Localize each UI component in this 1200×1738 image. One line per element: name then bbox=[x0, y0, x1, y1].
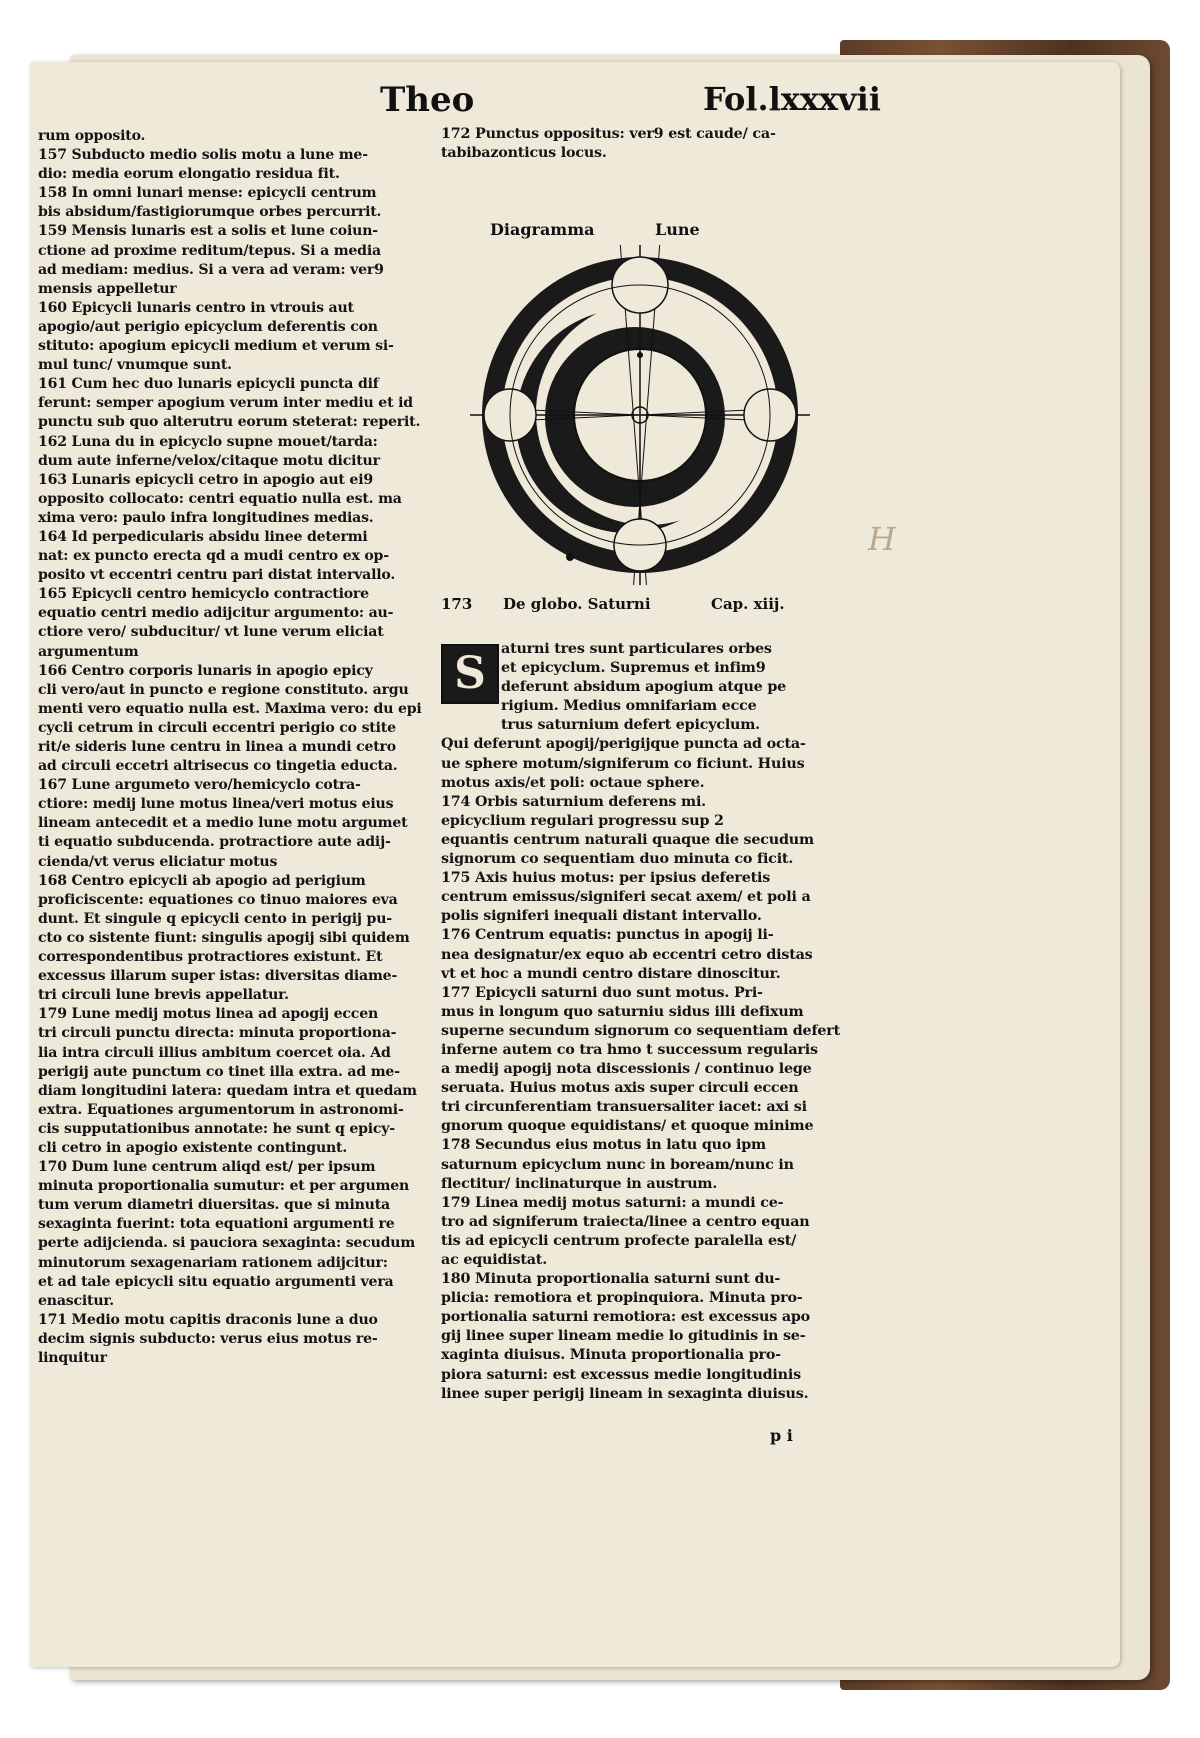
text-line: 168 Centro epicycli ab apogio ad perigium bbox=[38, 872, 366, 889]
text-line: stituto: apogium epicycli medium et verum si- bbox=[38, 338, 394, 355]
margin-note: H bbox=[868, 520, 896, 558]
text-line: 177 Epicycli saturni duo sunt motus. Pri- bbox=[441, 984, 763, 1001]
text-line: 165 Epicycli centro hemicyclo contractiore bbox=[38, 586, 369, 603]
text-line: inferne autem co tra hmo t successum regularis bbox=[441, 1041, 818, 1058]
text-line: ad mediam: medius. Si a vera ad veram: ver9 bbox=[38, 261, 384, 278]
text-line: perigij aute punctum co tinet illa extra. ad me- bbox=[38, 1063, 400, 1080]
text-line: minuta proportionalia sumutur: et per argumen bbox=[38, 1178, 410, 1195]
text-line: gij linee super lineam medie lo gitudinis in se- bbox=[441, 1328, 806, 1345]
text-line: dunt. Et singule q epicycli cento in perigij pu- bbox=[38, 910, 392, 927]
text-line: 172 Punctus oppositus: ver9 est caude/ ca- bbox=[441, 126, 776, 142]
text-line: tro ad signiferum traiecta/linee a centro equan bbox=[441, 1213, 810, 1230]
text-line: menti vero equatio nulla est. Maxima vero: du epi bbox=[38, 700, 422, 717]
text-line: tabibazonticus locus. bbox=[441, 145, 607, 162]
text-line: excessus illarum super istas: diversitas diame- bbox=[38, 968, 398, 985]
text-line: tri circuli punctu directa: minuta proportiona- bbox=[38, 1025, 397, 1042]
chapter-title: De globo. Saturni bbox=[503, 595, 651, 613]
text-line: diam longitudini latera: quedam intra et quedam bbox=[38, 1082, 417, 1099]
text-line: seruata. Huius motus axis super circuli eccen bbox=[441, 1080, 799, 1097]
text-line: nat: ex puncto erecta qd a mudi centro ex op- bbox=[38, 548, 389, 565]
text-line: 161 Cum hec duo lunaris epicycli puncta dif bbox=[38, 376, 379, 393]
text-line: opposito collocato: centri equatio nulla est. ma bbox=[38, 490, 402, 507]
text-line: tri circuli lune brevis appellatur. bbox=[38, 987, 289, 1004]
text-line: posito vt eccentri centru pari distat intervallo. bbox=[38, 567, 396, 584]
text-line: motus axis/et poli: octaue sphere. bbox=[441, 774, 705, 791]
text-line: equatio centri medio adijcitur argumento: au- bbox=[38, 605, 394, 622]
text-line: 162 Luna du in epicyclo supne mouet/tarda: bbox=[38, 433, 378, 450]
text-line: ctione ad proxime reditum/tepus. Si a media bbox=[38, 242, 381, 259]
text-line: 171 Medio motu capitis draconis lune a duo bbox=[38, 1311, 378, 1328]
text-line: aturni tres sunt particulares orbes bbox=[501, 641, 772, 657]
text-line: cli vero/aut in puncto e regione constituto. argu bbox=[38, 681, 409, 698]
text-line: 157 Subducto medio solis motu a lune me- bbox=[38, 147, 368, 164]
text-line: ad circuli eccetri altrisecus co tingetia educta. bbox=[38, 758, 398, 775]
text-line: cis supputationibus annotate: he sunt q epicy- bbox=[38, 1120, 395, 1137]
text-line: ti equatio subducenda. protractiore aute adij- bbox=[38, 834, 391, 851]
text-line: tri circunferentiam transuersaliter iacet: axi si bbox=[441, 1099, 807, 1116]
right-text-top bbox=[441, 125, 846, 163]
text-line: nea designatur/ex equo ab eccentri cetro distas bbox=[441, 946, 813, 963]
text-line: polis signiferi inequali distant intervallo. bbox=[441, 908, 762, 925]
text-line: cienda/vt verus eliciatur motus bbox=[38, 853, 278, 870]
text-line: piora saturni: est excessus medie longitudinis bbox=[441, 1366, 801, 1383]
text-line: apogio/aut perigio epicyclum deferentis con bbox=[38, 318, 378, 335]
text-line: ac equidistat. bbox=[441, 1252, 547, 1268]
text-line: Qui deferunt apogij/perigijque puncta ad octa- bbox=[441, 736, 806, 753]
text-line: rum opposito. bbox=[38, 128, 146, 144]
text-line: mensis appelletur bbox=[38, 280, 177, 297]
text-line: mul tunc/ vnumque sunt. bbox=[38, 357, 232, 374]
text-line: 180 Minuta proportionalia saturni sunt du- bbox=[441, 1271, 781, 1288]
text-line: 179 Lune medij motus linea ad apogij eccen bbox=[38, 1006, 379, 1023]
text-line: correspondentibus protractiores existunt. Et bbox=[38, 949, 383, 966]
text-line: lineam antecedit et a medio lune motu argumet bbox=[38, 815, 408, 832]
text-line: 160 Epicycli lunaris centro in vtrouis aut bbox=[38, 299, 354, 316]
text-line: argumentum bbox=[38, 643, 139, 660]
text-line: dio: media eorum elongatio residua fit. bbox=[38, 166, 340, 183]
text-line: 176 Centrum equatis: punctus in apogij li- bbox=[441, 927, 774, 944]
text-line: dum aute inferne/velox/citaque motu dicitur bbox=[38, 452, 380, 469]
left-text-column bbox=[38, 127, 452, 1368]
text-line: cto co sistente fiunt: singulis apogij sibi quidem bbox=[38, 929, 410, 946]
text-line: 170 Dum lune centrum aliqd est/ per ipsum bbox=[38, 1159, 376, 1176]
running-head-left: Theo bbox=[380, 80, 475, 120]
text-line: minutorum sexagenariam rationem adijcitur: bbox=[38, 1254, 388, 1271]
text-line: linquitur bbox=[38, 1350, 107, 1366]
text-line: saturnum epicyclum nunc in boream/nunc in bbox=[441, 1156, 794, 1173]
text-line: 159 Mensis lunaris est a solis et lune coiun- bbox=[38, 223, 378, 240]
text-line: xima vero: paulo infra longitudines medias. bbox=[38, 509, 374, 526]
text-line: 174 Orbis saturnium deferens mi. bbox=[441, 793, 706, 810]
text-line: trus saturnium defert epicyclum. bbox=[501, 717, 760, 734]
text-line: ctiore vero/ subducitur/ vt lune verum eliciat bbox=[38, 624, 384, 641]
text-line: et epicyclum. Supremus et infim9 bbox=[501, 660, 766, 677]
diagram-title-left: Diagramma bbox=[490, 220, 595, 239]
text-line: 158 In omni lunari mense: epicycli centrum bbox=[38, 185, 377, 202]
text-line: a medij apogij nota discessionis / continuo lege bbox=[441, 1061, 812, 1078]
folio-number: Fol.lxxxvii bbox=[703, 80, 881, 118]
text-line: cycli cetrum in circuli eccentri perigio co stite bbox=[38, 719, 396, 736]
text-line: sexaginta fuerint: tota equationi argumenti re bbox=[38, 1216, 395, 1233]
text-line: decim signis subducto: verus eius motus re- bbox=[38, 1330, 378, 1347]
text-line: linee super perigij lineam in sexaginta diuisus. bbox=[441, 1385, 809, 1402]
chapter-number: 173 bbox=[441, 595, 473, 613]
text-line: et ad tale epicycli situ equatio argumenti vera bbox=[38, 1273, 394, 1290]
right-text-column bbox=[441, 640, 846, 1404]
text-line: plicia: remotiora et propinquiora. Minuta pro- bbox=[441, 1290, 803, 1307]
text-line: cli cetro in apogio existente contingunt. bbox=[38, 1139, 348, 1156]
text-line: lia intra circuli illius ambitum coercet oia. Ad bbox=[38, 1044, 391, 1061]
chapter-cap: Cap. xiij. bbox=[711, 595, 785, 613]
text-line: signorum co sequentiam duo minuta co ficit. bbox=[441, 851, 794, 868]
text-line: superne secundum signorum co sequentiam defert bbox=[441, 1022, 841, 1039]
text-line: 175 Axis huius motus: per ipsius deferetis bbox=[441, 870, 771, 887]
text-line: 166 Centro corporis lunaris in apogio epicy bbox=[38, 662, 373, 679]
text-line: gnorum quoque equidistans/ et quoque minime bbox=[441, 1118, 814, 1135]
text-line: 178 Secundus eius motus in latu quo ipm bbox=[441, 1137, 766, 1154]
text-line: ctiore: medij lune motus linea/veri motus eius bbox=[38, 796, 394, 813]
text-line: tis ad epicycli centrum profecte paralella est/ bbox=[441, 1232, 797, 1249]
text-line: extra. Equationes argumentorum in astronomi- bbox=[38, 1101, 404, 1118]
text-line: perte adijcienda. si pauciora sexaginta: secudum bbox=[38, 1235, 416, 1252]
text-line: rigium. Medius omnifariam ecce bbox=[501, 698, 757, 715]
text-line: punctu sub quo alterutru eorum steterat: reperit. bbox=[38, 414, 421, 431]
text-line: proficiscente: equationes co tinuo maiores eva bbox=[38, 891, 398, 908]
text-line: flectitur/ inclinaturque in austrum. bbox=[441, 1175, 718, 1192]
text-line: bis absidum/fastigiorumque orbes percurrit. bbox=[38, 204, 382, 221]
decorated-initial: S bbox=[441, 644, 499, 704]
text-line: ue sphere motum/signiferum co ficiunt. Huius bbox=[441, 755, 805, 772]
text-line: portionalia saturni remotiora: est excessus apo bbox=[441, 1309, 811, 1326]
text-line: 163 Lunaris epicycli cetro in apogio aut ei9 bbox=[38, 471, 373, 488]
text-line: mus in longum quo saturniu sidus illi defixum bbox=[441, 1003, 804, 1020]
text-line: xaginta diuisus. Minuta proportionalia pro- bbox=[441, 1347, 781, 1364]
text-line: enascitur. bbox=[38, 1292, 115, 1309]
text-line: epicyclium regulari progressu sup 2 bbox=[441, 812, 724, 829]
text-line: vt et hoc a mundi centro distare dinoscitur. bbox=[441, 965, 781, 982]
text-line: 164 Id perpedicularis absidu linee determi bbox=[38, 528, 368, 545]
text-line: 167 Lune argumeto vero/hemicyclo cotra- bbox=[38, 777, 361, 794]
diagram-title-right: Lune bbox=[655, 220, 700, 239]
text-line: tum verum diametri diuersitas. que si minuta bbox=[38, 1197, 390, 1214]
text-line: ferunt: semper apogium verum inter mediu et id bbox=[38, 395, 413, 412]
text-line: equantis centrum naturali quaque die secudum bbox=[441, 831, 814, 848]
signature-mark: p i bbox=[770, 1426, 793, 1445]
lunar-diagram bbox=[470, 210, 810, 585]
text-line: centrum emissus/signiferi secat axem/ et poli a bbox=[441, 889, 811, 906]
text-line: 179 Linea medij motus saturni: a mundi ce- bbox=[441, 1194, 784, 1211]
text-line: deferunt absidum apogium atque pe bbox=[501, 679, 787, 696]
woodcut-diagram bbox=[470, 245, 810, 585]
text-line: rit/e sideris lune centru in linea a mundi cetro bbox=[38, 739, 396, 755]
